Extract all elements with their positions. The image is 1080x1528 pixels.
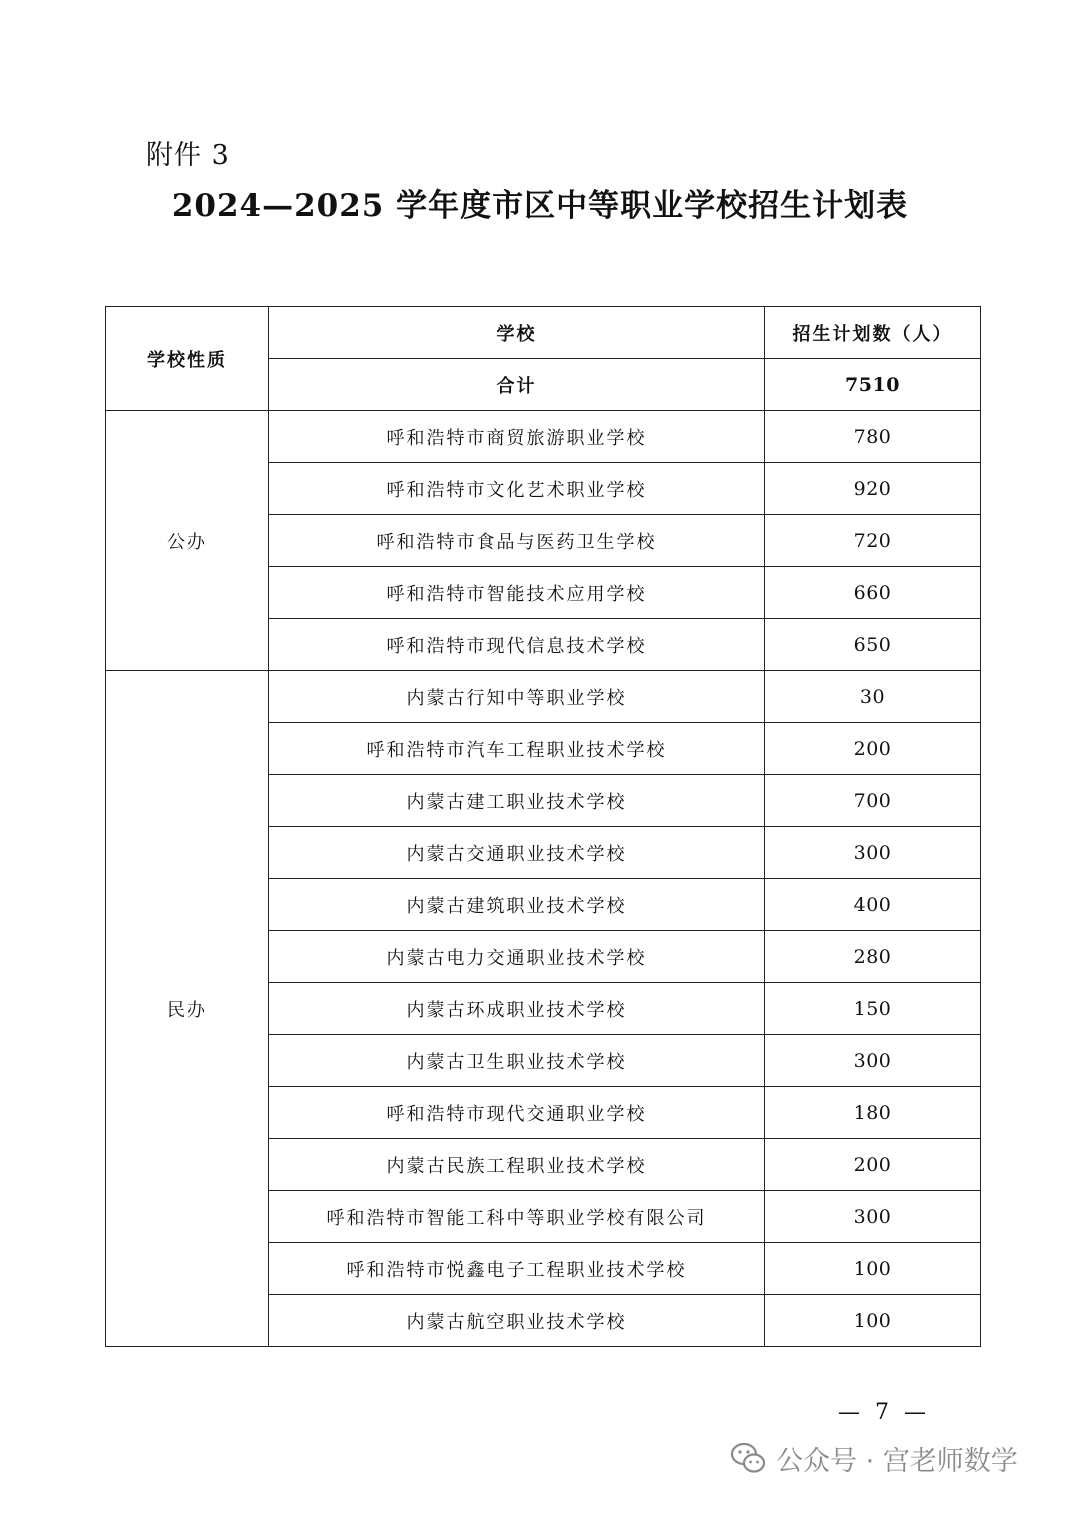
enrollment-plan-cell: 150 — [765, 983, 981, 1035]
enrollment-plan-cell: 400 — [765, 879, 981, 931]
enrollment-plan-cell: 200 — [765, 723, 981, 775]
header-enrollment-plan: 招生计划数（人） — [765, 307, 981, 359]
enrollment-plan-cell: 200 — [765, 1139, 981, 1191]
total-value: 7510 — [765, 359, 981, 411]
watermark — [730, 1438, 1018, 1478]
enrollment-plan-cell: 30 — [765, 671, 981, 723]
enrollment-plan-cell: 300 — [765, 1035, 981, 1087]
school-name-cell: 内蒙古航空职业技术学校 — [269, 1295, 765, 1347]
enrollment-plan-cell: 720 — [765, 515, 981, 567]
enrollment-plan-cell: 920 — [765, 463, 981, 515]
enrollment-plan-cell: 300 — [765, 1191, 981, 1243]
page-number: — 7 — — [838, 1400, 930, 1425]
school-name-cell: 内蒙古卫生职业技术学校 — [269, 1035, 765, 1087]
header-school-nature: 学校性质 — [106, 307, 269, 411]
enrollment-plan-cell: 280 — [765, 931, 981, 983]
enrollment-plan-cell: 700 — [765, 775, 981, 827]
school-name-cell: 内蒙古建工职业技术学校 — [269, 775, 765, 827]
school-name-cell: 呼和浩特市商贸旅游职业学校 — [269, 411, 765, 463]
school-name-cell: 内蒙古环成职业技术学校 — [269, 983, 765, 1035]
school-nature-cell: 公办 — [106, 411, 269, 671]
table-row — [106, 411, 981, 463]
school-name-cell: 内蒙古电力交通职业技术学校 — [269, 931, 765, 983]
attachment-label: 附件 3 — [146, 140, 230, 171]
enrollment-plan-cell: 100 — [765, 1243, 981, 1295]
school-name-cell: 呼和浩特市食品与医药卫生学校 — [269, 515, 765, 567]
watermark-text: 公众号 · 宫老师数学 — [776, 1445, 1018, 1477]
table-row — [106, 671, 981, 723]
enrollment-plan-cell: 100 — [765, 1295, 981, 1347]
wechat-icon — [730, 1442, 766, 1474]
school-name-cell: 呼和浩特市悦鑫电子工程职业技术学校 — [269, 1243, 765, 1295]
table-header-row — [106, 307, 981, 359]
enrollment-plan-cell: 660 — [765, 567, 981, 619]
enrollment-plan-table — [105, 306, 981, 1347]
school-name-cell: 呼和浩特市汽车工程职业技术学校 — [269, 723, 765, 775]
document-title: 2024—2025 学年度市区中等职业学校招生计划表 — [171, 188, 909, 224]
school-name-cell: 内蒙古行知中等职业学校 — [269, 671, 765, 723]
school-name-cell: 内蒙古交通职业技术学校 — [269, 827, 765, 879]
school-name-cell: 内蒙古民族工程职业技术学校 — [269, 1139, 765, 1191]
school-name-cell: 内蒙古建筑职业技术学校 — [269, 879, 765, 931]
enrollment-plan-cell: 650 — [765, 619, 981, 671]
enrollment-plan-cell: 300 — [765, 827, 981, 879]
enrollment-plan-cell: 180 — [765, 1087, 981, 1139]
header-school: 学校 — [269, 307, 765, 359]
school-name-cell: 呼和浩特市现代交通职业学校 — [269, 1087, 765, 1139]
school-name-cell: 呼和浩特市智能技术应用学校 — [269, 567, 765, 619]
total-label: 合计 — [269, 359, 765, 411]
school-nature-cell: 民办 — [106, 671, 269, 1347]
school-name-cell: 呼和浩特市文化艺术职业学校 — [269, 463, 765, 515]
school-name-cell: 呼和浩特市现代信息技术学校 — [269, 619, 765, 671]
school-name-cell: 呼和浩特市智能工科中等职业学校有限公司 — [269, 1191, 765, 1243]
enrollment-plan-cell: 780 — [765, 411, 981, 463]
